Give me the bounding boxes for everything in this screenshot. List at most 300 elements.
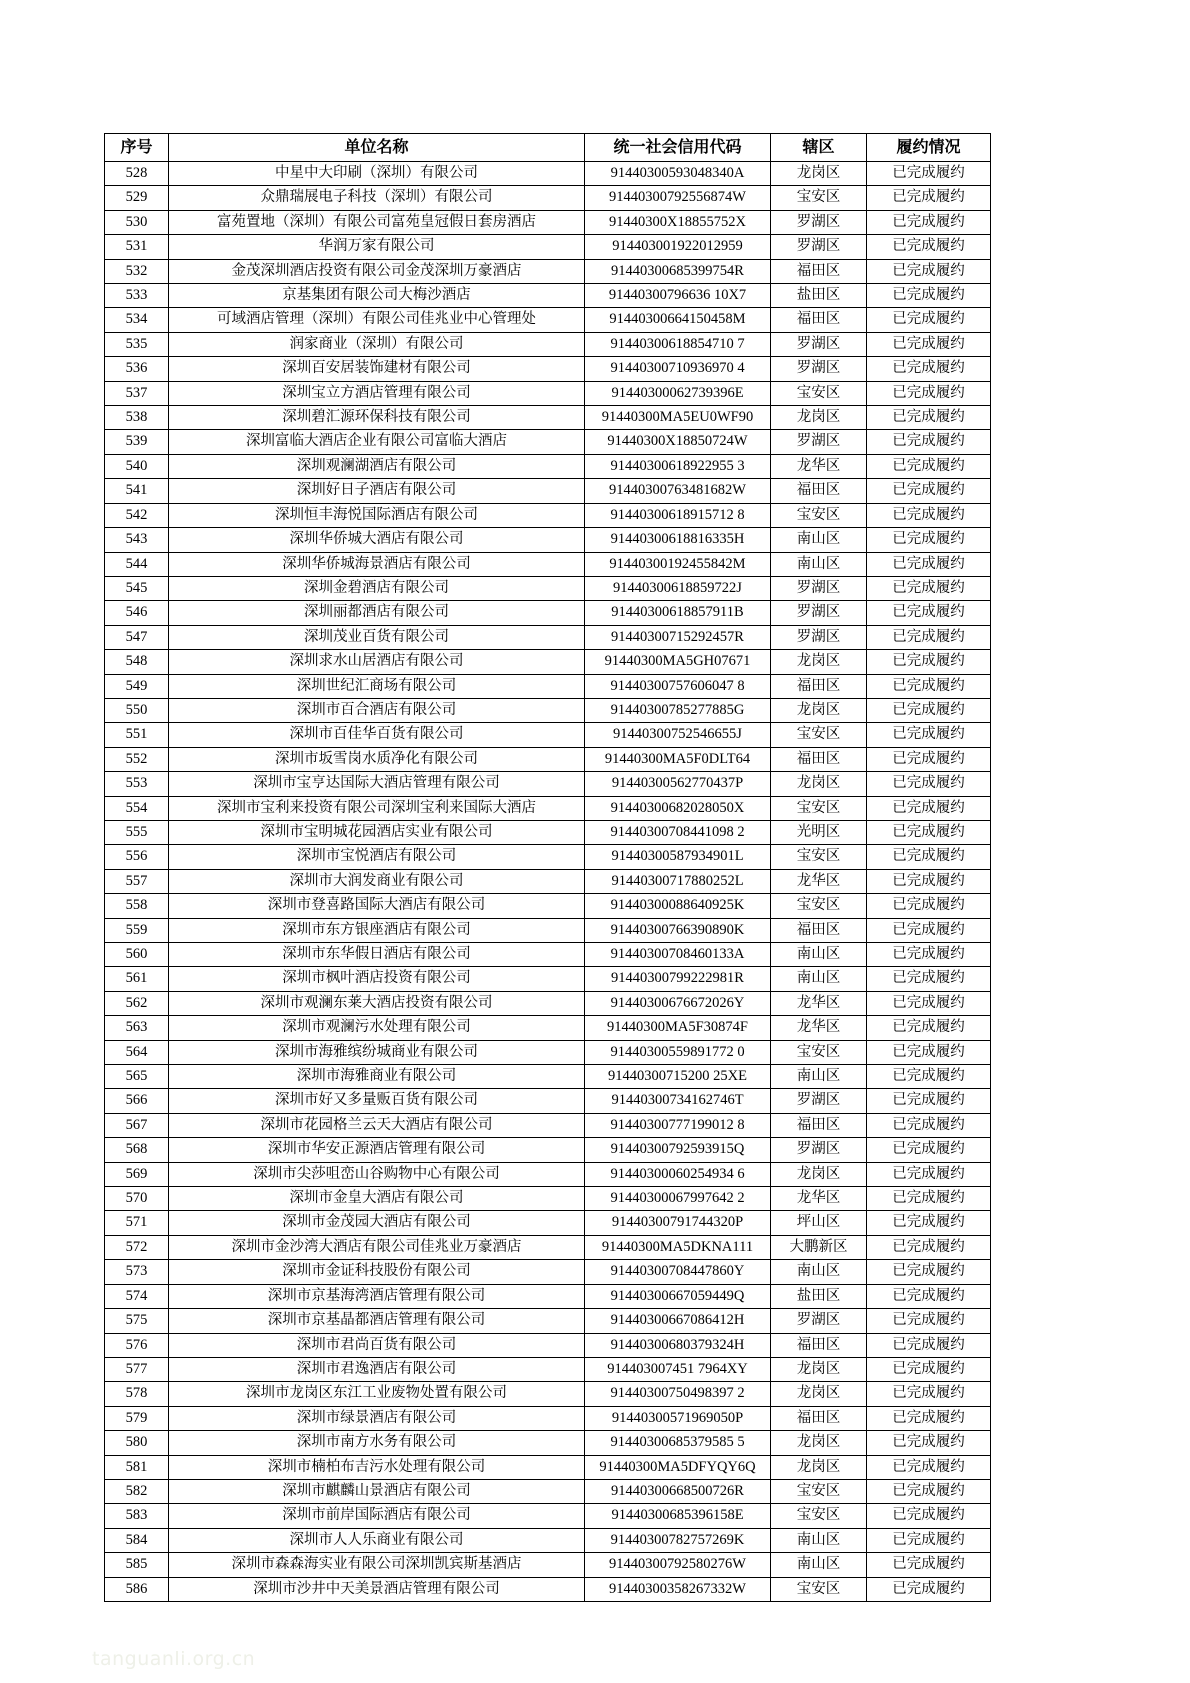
row-index: 549 [105, 674, 169, 698]
table-row [105, 528, 991, 552]
row-compliance-status: 已完成履约 [867, 259, 991, 283]
row-compliance-status: 已完成履约 [867, 918, 991, 942]
row-unit-name: 深圳金碧酒店有限公司 [169, 576, 585, 600]
row-credit-code: 914403007451 7964XY [585, 1357, 771, 1381]
row-district: 盐田区 [771, 284, 867, 308]
row-compliance-status: 已完成履约 [867, 723, 991, 747]
row-credit-code: 91440300777199012 8 [585, 1113, 771, 1137]
compliance-table [104, 133, 991, 1602]
row-compliance-status: 已完成履约 [867, 1016, 991, 1040]
row-index: 563 [105, 1016, 169, 1040]
row-index: 530 [105, 210, 169, 234]
row-district: 龙岗区 [771, 1431, 867, 1455]
row-unit-name: 深圳市前岸国际酒店有限公司 [169, 1504, 585, 1528]
table-row [105, 1065, 991, 1089]
row-credit-code: 91440300X18855752X [585, 210, 771, 234]
row-compliance-status: 已完成履约 [867, 284, 991, 308]
row-credit-code: 91440300796636 10X7 [585, 284, 771, 308]
row-credit-code: 91440300792593915Q [585, 1138, 771, 1162]
row-compliance-status: 已完成履约 [867, 1065, 991, 1089]
row-unit-name: 深圳市宝悦酒店有限公司 [169, 845, 585, 869]
row-index: 552 [105, 747, 169, 771]
row-compliance-status: 已完成履约 [867, 1187, 991, 1211]
row-compliance-status: 已完成履约 [867, 1040, 991, 1064]
row-credit-code: 914403001922012959 [585, 235, 771, 259]
row-credit-code: 91440300060254934 6 [585, 1162, 771, 1186]
table-row [105, 479, 991, 503]
row-index: 558 [105, 894, 169, 918]
table-body [105, 162, 991, 1602]
row-credit-code: 91440300752546655J [585, 723, 771, 747]
row-district: 福田区 [771, 479, 867, 503]
row-credit-code: 91440300587934901L [585, 845, 771, 869]
row-district: 光明区 [771, 820, 867, 844]
table-row [105, 625, 991, 649]
row-unit-name: 深圳市坂雪岗水质净化有限公司 [169, 747, 585, 771]
row-compliance-status: 已完成履约 [867, 845, 991, 869]
row-credit-code: 91440300667059449Q [585, 1284, 771, 1308]
row-credit-code: 91440300785277885G [585, 698, 771, 722]
row-compliance-status: 已完成履约 [867, 1431, 991, 1455]
row-district: 龙岗区 [771, 772, 867, 796]
table-row [105, 1162, 991, 1186]
row-credit-code: 91440300MA5DKNA111 [585, 1235, 771, 1259]
table-row [105, 1260, 991, 1284]
row-index: 551 [105, 723, 169, 747]
row-index: 586 [105, 1577, 169, 1601]
table-row [105, 674, 991, 698]
row-compliance-status: 已完成履约 [867, 1333, 991, 1357]
row-credit-code: 91440300X18850724W [585, 430, 771, 454]
row-district: 南山区 [771, 967, 867, 991]
row-district: 罗湖区 [771, 357, 867, 381]
table-row [105, 747, 991, 771]
row-district: 南山区 [771, 1553, 867, 1577]
table-header-row [105, 134, 991, 162]
table-row [105, 845, 991, 869]
row-unit-name: 深圳市森森海实业有限公司深圳凯宾斯基酒店 [169, 1553, 585, 1577]
row-index: 544 [105, 552, 169, 576]
row-district: 宝安区 [771, 723, 867, 747]
row-index: 542 [105, 503, 169, 527]
row-unit-name: 深圳市麒麟山景酒店有限公司 [169, 1479, 585, 1503]
table-row [105, 1187, 991, 1211]
row-index: 579 [105, 1406, 169, 1430]
row-compliance-status: 已完成履约 [867, 674, 991, 698]
row-credit-code: 91440300664150458M [585, 308, 771, 332]
row-compliance-status: 已完成履约 [867, 772, 991, 796]
row-compliance-status: 已完成履约 [867, 991, 991, 1015]
row-unit-name: 深圳恒丰海悦国际酒店有限公司 [169, 503, 585, 527]
table-row [105, 1040, 991, 1064]
row-district: 盐田区 [771, 1284, 867, 1308]
row-compliance-status: 已完成履约 [867, 625, 991, 649]
row-credit-code: 91440300088640925K [585, 894, 771, 918]
row-index: 553 [105, 772, 169, 796]
row-credit-code: 91440300685399754R [585, 259, 771, 283]
row-unit-name: 深圳百安居装饰建材有限公司 [169, 357, 585, 381]
row-district: 龙岗区 [771, 650, 867, 674]
column-header-code: 统一社会信用代码 [585, 134, 771, 162]
row-district: 龙华区 [771, 454, 867, 478]
row-compliance-status: 已完成履约 [867, 1235, 991, 1259]
row-unit-name: 深圳华侨城海景酒店有限公司 [169, 552, 585, 576]
row-district: 南山区 [771, 943, 867, 967]
table-row [105, 1479, 991, 1503]
row-index: 578 [105, 1382, 169, 1406]
row-unit-name: 深圳茂业百货有限公司 [169, 625, 585, 649]
row-credit-code: 91440300062739396E [585, 381, 771, 405]
row-credit-code: 91440300MA5F30874F [585, 1016, 771, 1040]
table-row [105, 162, 991, 186]
table-row [105, 357, 991, 381]
row-index: 559 [105, 918, 169, 942]
row-district: 宝安区 [771, 845, 867, 869]
row-index: 534 [105, 308, 169, 332]
row-unit-name: 深圳市百合酒店有限公司 [169, 698, 585, 722]
row-unit-name: 深圳市京基海湾酒店管理有限公司 [169, 1284, 585, 1308]
table-row [105, 601, 991, 625]
row-compliance-status: 已完成履约 [867, 1577, 991, 1601]
compliance-table-container [104, 133, 990, 1602]
row-unit-name: 深圳华侨城大酒店有限公司 [169, 528, 585, 552]
row-credit-code: 91440300562770437P [585, 772, 771, 796]
table-row [105, 1138, 991, 1162]
row-unit-name: 润家商业（深圳）有限公司 [169, 332, 585, 356]
row-compliance-status: 已完成履约 [867, 210, 991, 234]
row-unit-name: 深圳市大润发商业有限公司 [169, 869, 585, 893]
table-row [105, 796, 991, 820]
row-unit-name: 深圳市观澜东莱大酒店投资有限公司 [169, 991, 585, 1015]
row-credit-code: 91440300676672026Y [585, 991, 771, 1015]
table-row [105, 454, 991, 478]
row-index: 546 [105, 601, 169, 625]
row-credit-code: 91440300708447860Y [585, 1260, 771, 1284]
row-district: 宝安区 [771, 894, 867, 918]
row-unit-name: 深圳好日子酒店有限公司 [169, 479, 585, 503]
row-index: 557 [105, 869, 169, 893]
table-row [105, 991, 991, 1015]
row-district: 龙华区 [771, 991, 867, 1015]
row-index: 548 [105, 650, 169, 674]
row-credit-code: 91440300MA5DFYQY6Q [585, 1455, 771, 1479]
row-unit-name: 深圳市海雅商业有限公司 [169, 1065, 585, 1089]
row-district: 宝安区 [771, 1040, 867, 1064]
column-header-status: 履约情况 [867, 134, 991, 162]
table-header [105, 134, 991, 162]
row-unit-name: 深圳市观澜污水处理有限公司 [169, 1016, 585, 1040]
row-district: 福田区 [771, 674, 867, 698]
table-row [105, 235, 991, 259]
row-credit-code: 91440300782757269K [585, 1528, 771, 1552]
row-index: 540 [105, 454, 169, 478]
row-credit-code: 91440300680379324H [585, 1333, 771, 1357]
row-compliance-status: 已完成履约 [867, 406, 991, 430]
row-credit-code: 91440300766390890K [585, 918, 771, 942]
row-credit-code: 91440300799222981R [585, 967, 771, 991]
row-index: 537 [105, 381, 169, 405]
row-index: 528 [105, 162, 169, 186]
row-compliance-status: 已完成履约 [867, 1309, 991, 1333]
row-index: 533 [105, 284, 169, 308]
row-credit-code: 91440300593048340A [585, 162, 771, 186]
row-unit-name: 深圳市君逸酒店有限公司 [169, 1357, 585, 1381]
row-district: 坪山区 [771, 1211, 867, 1235]
row-district: 罗湖区 [771, 576, 867, 600]
row-credit-code: 91440300MA5EU0WF90 [585, 406, 771, 430]
row-index: 567 [105, 1113, 169, 1137]
row-index: 556 [105, 845, 169, 869]
row-index: 529 [105, 186, 169, 210]
row-unit-name: 深圳市君尚百货有限公司 [169, 1333, 585, 1357]
row-district: 罗湖区 [771, 1089, 867, 1113]
row-index: 543 [105, 528, 169, 552]
row-district: 南山区 [771, 528, 867, 552]
row-index: 581 [105, 1455, 169, 1479]
row-index: 545 [105, 576, 169, 600]
row-district: 罗湖区 [771, 210, 867, 234]
row-index: 535 [105, 332, 169, 356]
table-row [105, 1504, 991, 1528]
row-credit-code: 91440300618854710 7 [585, 332, 771, 356]
row-district: 宝安区 [771, 381, 867, 405]
row-credit-code: 91440300710936970 4 [585, 357, 771, 381]
row-district: 福田区 [771, 1113, 867, 1137]
table-row [105, 381, 991, 405]
row-credit-code: 91440300685396158E [585, 1504, 771, 1528]
table-row [105, 1113, 991, 1137]
table-row [105, 967, 991, 991]
row-unit-name: 深圳市金茂园大酒店有限公司 [169, 1211, 585, 1235]
row-unit-name: 华润万家有限公司 [169, 235, 585, 259]
row-unit-name: 深圳市尖莎咀峦山谷购物中心有限公司 [169, 1162, 585, 1186]
row-compliance-status: 已完成履约 [867, 1211, 991, 1235]
row-credit-code: 91440300791744320P [585, 1211, 771, 1235]
row-unit-name: 深圳丽都酒店有限公司 [169, 601, 585, 625]
row-compliance-status: 已完成履约 [867, 796, 991, 820]
row-index: 568 [105, 1138, 169, 1162]
row-index: 538 [105, 406, 169, 430]
row-unit-name: 可域酒店管理（深圳）有限公司佳兆业中心管理处 [169, 308, 585, 332]
row-credit-code: 91440300618922955 3 [585, 454, 771, 478]
row-unit-name: 深圳世纪汇商场有限公司 [169, 674, 585, 698]
row-credit-code: 91440300618816335H [585, 528, 771, 552]
row-district: 龙岗区 [771, 406, 867, 430]
row-compliance-status: 已完成履约 [867, 381, 991, 405]
row-unit-name: 京基集团有限公司大梅沙酒店 [169, 284, 585, 308]
row-index: 531 [105, 235, 169, 259]
row-compliance-status: 已完成履约 [867, 1553, 991, 1577]
row-compliance-status: 已完成履约 [867, 1455, 991, 1479]
row-compliance-status: 已完成履约 [867, 454, 991, 478]
row-district: 宝安区 [771, 186, 867, 210]
row-district: 龙华区 [771, 1016, 867, 1040]
row-index: 532 [105, 259, 169, 283]
row-district: 罗湖区 [771, 1138, 867, 1162]
row-district: 龙岗区 [771, 1382, 867, 1406]
table-row [105, 1211, 991, 1235]
row-unit-name: 深圳市龙岗区东江工业废物处置有限公司 [169, 1382, 585, 1406]
row-credit-code: 91440300MA5F0DLT64 [585, 747, 771, 771]
row-unit-name: 深圳市金沙湾大酒店有限公司佳兆业万豪酒店 [169, 1235, 585, 1259]
table-row [105, 1333, 991, 1357]
row-unit-name: 深圳市人人乐商业有限公司 [169, 1528, 585, 1552]
table-row [105, 869, 991, 893]
row-unit-name: 深圳市海雅缤纷城商业有限公司 [169, 1040, 585, 1064]
row-district: 龙华区 [771, 869, 867, 893]
row-district: 龙华区 [771, 1187, 867, 1211]
row-unit-name: 深圳求水山居酒店有限公司 [169, 650, 585, 674]
row-index: 564 [105, 1040, 169, 1064]
row-index: 555 [105, 820, 169, 844]
row-district: 福田区 [771, 308, 867, 332]
row-credit-code: 91440300750498397 2 [585, 1382, 771, 1406]
table-row [105, 1357, 991, 1381]
table-row [105, 576, 991, 600]
row-compliance-status: 已完成履约 [867, 1528, 991, 1552]
row-credit-code: 91440300618915712 8 [585, 503, 771, 527]
column-header-area: 辖区 [771, 134, 867, 162]
row-compliance-status: 已完成履约 [867, 1138, 991, 1162]
row-district: 宝安区 [771, 1577, 867, 1601]
row-district: 宝安区 [771, 796, 867, 820]
row-unit-name: 深圳市京基晶都酒店管理有限公司 [169, 1309, 585, 1333]
row-district: 福田区 [771, 259, 867, 283]
row-compliance-status: 已完成履约 [867, 576, 991, 600]
row-district: 福田区 [771, 1406, 867, 1430]
row-compliance-status: 已完成履约 [867, 552, 991, 576]
table-row [105, 1309, 991, 1333]
row-index: 573 [105, 1260, 169, 1284]
row-credit-code: 91440300715200 25XE [585, 1065, 771, 1089]
row-compliance-status: 已完成履约 [867, 650, 991, 674]
table-row [105, 210, 991, 234]
row-district: 龙岗区 [771, 1162, 867, 1186]
row-compliance-status: 已完成履约 [867, 820, 991, 844]
row-compliance-status: 已完成履约 [867, 479, 991, 503]
table-row [105, 943, 991, 967]
row-index: 570 [105, 1187, 169, 1211]
table-row [105, 552, 991, 576]
row-unit-name: 深圳市华安正源酒店管理有限公司 [169, 1138, 585, 1162]
row-compliance-status: 已完成履约 [867, 1089, 991, 1113]
row-credit-code: 91440300717880252L [585, 869, 771, 893]
row-district: 罗湖区 [771, 235, 867, 259]
row-credit-code: 91440300667086412H [585, 1309, 771, 1333]
row-index: 554 [105, 796, 169, 820]
row-compliance-status: 已完成履约 [867, 1382, 991, 1406]
row-district: 南山区 [771, 1528, 867, 1552]
row-unit-name: 深圳市好又多量贩百货有限公司 [169, 1089, 585, 1113]
row-unit-name: 深圳碧汇源环保科技有限公司 [169, 406, 585, 430]
row-index: 572 [105, 1235, 169, 1259]
row-unit-name: 深圳市枫叶酒店投资有限公司 [169, 967, 585, 991]
row-index: 571 [105, 1211, 169, 1235]
row-compliance-status: 已完成履约 [867, 1504, 991, 1528]
row-compliance-status: 已完成履约 [867, 747, 991, 771]
column-header-index: 序号 [105, 134, 169, 162]
table-row [105, 259, 991, 283]
row-index: 584 [105, 1528, 169, 1552]
row-index: 565 [105, 1065, 169, 1089]
row-compliance-status: 已完成履约 [867, 1162, 991, 1186]
row-compliance-status: 已完成履约 [867, 430, 991, 454]
row-index: 583 [105, 1504, 169, 1528]
row-index: 566 [105, 1089, 169, 1113]
row-district: 福田区 [771, 747, 867, 771]
row-index: 562 [105, 991, 169, 1015]
table-row [105, 1235, 991, 1259]
table-row [105, 698, 991, 722]
row-unit-name: 众鼎瑞展电子科技（深圳）有限公司 [169, 186, 585, 210]
row-unit-name: 深圳市南方水务有限公司 [169, 1431, 585, 1455]
row-district: 龙岗区 [771, 698, 867, 722]
row-district: 福田区 [771, 918, 867, 942]
row-credit-code: 91440300715292457R [585, 625, 771, 649]
column-header-name: 单位名称 [169, 134, 585, 162]
row-district: 福田区 [771, 1333, 867, 1357]
row-district: 南山区 [771, 1260, 867, 1284]
table-row [105, 503, 991, 527]
row-compliance-status: 已完成履约 [867, 943, 991, 967]
table-row [105, 1284, 991, 1308]
row-index: 561 [105, 967, 169, 991]
row-credit-code: 91440300192455842M [585, 552, 771, 576]
row-credit-code: 91440300792580276W [585, 1553, 771, 1577]
row-compliance-status: 已完成履约 [867, 308, 991, 332]
table-row [105, 723, 991, 747]
row-district: 罗湖区 [771, 601, 867, 625]
table-row [105, 1382, 991, 1406]
table-row [105, 918, 991, 942]
row-unit-name: 深圳富临大酒店企业有限公司富临大酒店 [169, 430, 585, 454]
row-district: 宝安区 [771, 1504, 867, 1528]
row-unit-name: 深圳市金皇大酒店有限公司 [169, 1187, 585, 1211]
row-compliance-status: 已完成履约 [867, 528, 991, 552]
row-credit-code: 91440300358267332W [585, 1577, 771, 1601]
row-district: 龙岗区 [771, 162, 867, 186]
row-compliance-status: 已完成履约 [867, 601, 991, 625]
row-unit-name: 深圳市东方银座酒店有限公司 [169, 918, 585, 942]
row-compliance-status: 已完成履约 [867, 162, 991, 186]
row-unit-name: 深圳市登喜路国际大酒店有限公司 [169, 894, 585, 918]
row-unit-name: 中星中大印刷（深圳）有限公司 [169, 162, 585, 186]
table-row [105, 1431, 991, 1455]
row-compliance-status: 已完成履约 [867, 1260, 991, 1284]
row-index: 550 [105, 698, 169, 722]
row-compliance-status: 已完成履约 [867, 235, 991, 259]
table-row [105, 894, 991, 918]
row-district: 罗湖区 [771, 332, 867, 356]
row-credit-code: 91440300618857911B [585, 601, 771, 625]
row-unit-name: 深圳宝立方酒店管理有限公司 [169, 381, 585, 405]
row-credit-code: 91440300067997642 2 [585, 1187, 771, 1211]
row-index: 539 [105, 430, 169, 454]
table-row [105, 284, 991, 308]
row-compliance-status: 已完成履约 [867, 967, 991, 991]
row-compliance-status: 已完成履约 [867, 1406, 991, 1430]
row-credit-code: 91440300734162746T [585, 1089, 771, 1113]
row-index: 577 [105, 1357, 169, 1381]
row-district: 南山区 [771, 552, 867, 576]
table-row [105, 332, 991, 356]
row-unit-name: 深圳市金证科技股份有限公司 [169, 1260, 585, 1284]
row-district: 龙岗区 [771, 1357, 867, 1381]
row-unit-name: 深圳观澜湖酒店有限公司 [169, 454, 585, 478]
row-index: 547 [105, 625, 169, 649]
row-credit-code: 91440300708460133A [585, 943, 771, 967]
table-row [105, 650, 991, 674]
